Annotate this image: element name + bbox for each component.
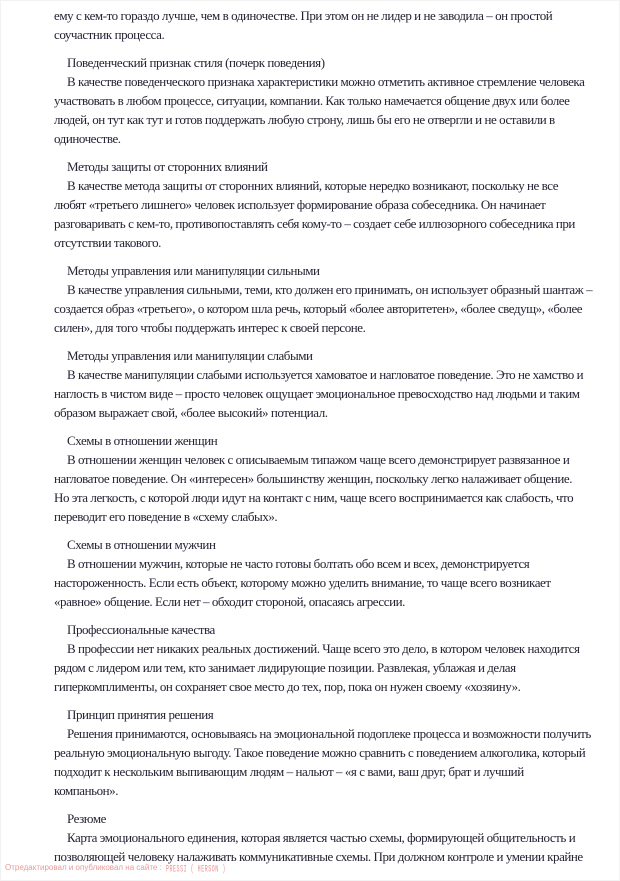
text-section [54,53,612,148]
text-line: наглость в чистом виде – просто человек ощущает эмоциональное превосходство над людьми и таким [54,386,580,401]
text-line: «равное» общение. Если нет – обходит стороной, опасаясь агрессии. [54,594,405,609]
text-section [54,6,612,44]
text-line: В качестве поведенческого признака характеристики можно отметить активное стремление человека [67,74,585,89]
section-heading: Профессиональные качества [67,622,215,637]
text-line: компаньон». [54,783,119,798]
text-line: Решения принимаются, основываясь на эмоциональной подоплеке процесса и возможности получить [67,726,591,741]
text-line: В качестве управления сильными, теми, кто должен его принимать, он использует образный шантаж – [67,282,593,297]
text-line: В качестве манипуляции слабыми используется хамоватое и нагловатое поведение. Это не хамство и [67,367,584,382]
text-section [54,535,612,611]
text-section [54,705,612,800]
text-line: реальную эмоциональную выгоду. Такое поведение можно сравнить с поведением алкоголика, который [54,745,586,760]
footer-watermark [5,857,275,875]
text-line: людей, он тут как тут и готов поддержать любую строну, лишь бы его не отвергли и не оставили в [54,112,555,127]
text-line: создается образ «третьего», о котором шла речь, который «более авторитетен», «более сведущ», «более [54,301,583,316]
page-text [54,6,612,866]
text-line: Карта эмоционального единения, которая является частью схемы, формирующей общительность и [67,830,576,845]
text-section [54,431,612,526]
section-heading: Методы управления или манипуляции слабыми [67,348,313,363]
text-line: одиночестве. [54,131,121,146]
text-line: подходит к нескольким выпивающим людям – нальют – «я с вами, ваш друг, брат и лучший [54,764,524,779]
text-line: отсутствии такового. [54,235,161,250]
text-section [54,261,612,337]
footer-site-mark: PRESSI ( HERSON ) [166,863,227,875]
text-line: рядом с лидером или тем, кто занимает лидирующие позиции. Развлекая, ублажая и делая [54,660,516,675]
text-line: В отношении мужчин, которые не часто готовы болтать обо всем и всех, демонстрируется [67,556,530,571]
text-line: нагловатое поведение. Он «интересен» большинству женщин, поскольку легко налаживает общение. [54,471,572,486]
text-line: настороженность. Если есть объект, которому можно уделить внимание, то чаще всего возникает [54,575,551,590]
text-line: В отношении женщин человек с описываемым типажом чаще всего демонстрирует развязанное и [67,452,570,467]
section-heading: Методы управления или манипуляции сильными [67,263,320,278]
text-line: соучастник процесса. [54,27,165,42]
text-line: разговаривать с кем-то, противопоставлять себя кому-то – создает себе иллюзорного собеседника при [54,216,575,231]
text-line: гиперкомплименты, он сохраняет свое место до тех, пор, пока он нужен своему «хозяину». [54,679,521,694]
section-heading: Схемы в отношении мужчин [67,537,216,552]
text-line: позволяющей человеку налаживать коммуникативные схемы. При должном контроле и умении крайне [54,849,583,864]
text-line: участвовать в любом процессе, ситуации, компании. Как только намечается общение двух или более [54,93,570,108]
text-line: В профессии нет никаких реальных достижений. Чаще всего это дело, в котором человек находится [67,641,580,656]
section-heading: Поведенческий признак стиля (почерк поведения) [67,55,325,70]
text-line: любят «третьего лишнего» человек использует формирование образа собеседника. Он начинает [54,197,546,212]
text-line: образом выражает свой, «более высокий» потенциал. [54,405,328,420]
text-line: переводит его поведение в «схему слабых». [54,509,278,524]
text-line: В качестве метода защиты от сторонних влияний, которые нередко возникают, поскольку не все [67,178,559,193]
text-section [54,157,612,252]
section-heading: Принцип принятия решения [67,707,214,722]
text-line: ему с кем-то гораздо лучше, чем в одиночестве. При этом он не лидер и не заводила – он простой [54,8,553,23]
text-line: силен», для того чтобы поддержать интерес к своей персоне. [54,320,366,335]
text-section [54,346,612,422]
section-heading: Методы защиты от сторонних влияний [67,159,268,174]
text-line: Но эта легкость, с которой люди идут на контакт с ним, чаще всего воспринимается как слабость, что [54,490,574,505]
text-section [54,620,612,696]
section-heading: Схемы в отношении женщин [67,433,218,448]
footer-credit-text: Отредактировал и опубликовал на сайте : [5,863,162,872]
section-heading: Резюме [67,811,106,826]
